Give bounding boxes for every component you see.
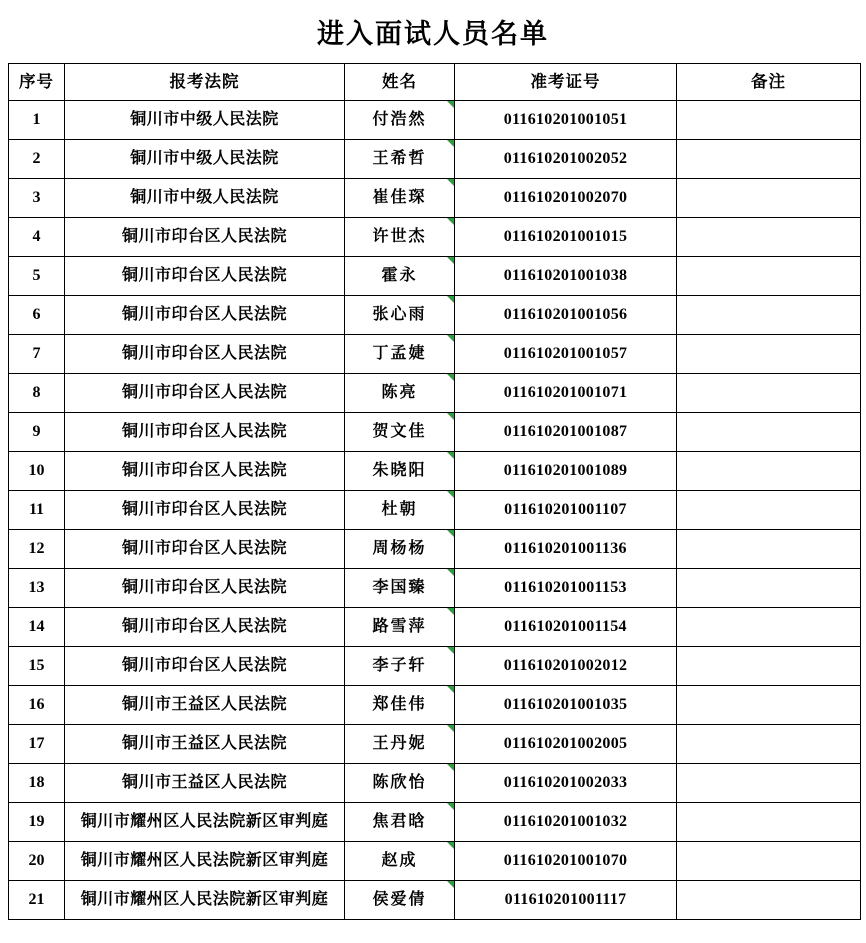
cell-ticket-number: 011610201001154 [455, 608, 677, 647]
cell-name [345, 218, 455, 257]
cell-name [345, 335, 455, 374]
cell-ticket-number: 011610201001038 [455, 257, 677, 296]
cell-name-text: 王丹妮 [372, 735, 427, 753]
comment-marker-icon [447, 413, 454, 420]
cell-ticket-number: 011610201001051 [455, 101, 677, 140]
table-row [9, 140, 861, 179]
comment-marker-icon [447, 257, 454, 264]
cell-court: 铜川市中级人民法院 [65, 101, 345, 140]
cell-index: 10 [9, 452, 65, 491]
cell-name-text: 王希哲 [372, 150, 427, 168]
cell-name [345, 257, 455, 296]
cell-court: 铜川市耀州区人民法院新区审判庭 [65, 842, 345, 881]
comment-marker-icon [447, 647, 454, 654]
cell-remark [677, 335, 861, 374]
cell-remark [677, 647, 861, 686]
cell-remark [677, 374, 861, 413]
cell-index: 8 [9, 374, 65, 413]
cell-court: 铜川市印台区人民法院 [65, 647, 345, 686]
cell-name-text: 陈欣怡 [372, 774, 427, 792]
cell-ticket-number: 011610201001071 [455, 374, 677, 413]
table-row [9, 530, 861, 569]
cell-remark [677, 530, 861, 569]
cell-court: 铜川市耀州区人民法院新区审判庭 [65, 803, 345, 842]
cell-remark [677, 179, 861, 218]
cell-remark [677, 803, 861, 842]
cell-name [345, 764, 455, 803]
table-row [9, 725, 861, 764]
table-row [9, 686, 861, 725]
cell-name-text: 崔佳琛 [372, 189, 427, 207]
cell-court: 铜川市印台区人民法院 [65, 335, 345, 374]
cell-court: 铜川市印台区人民法院 [65, 413, 345, 452]
cell-remark [677, 608, 861, 647]
cell-remark [677, 257, 861, 296]
cell-court: 铜川市王益区人民法院 [65, 725, 345, 764]
table-row [9, 296, 861, 335]
comment-marker-icon [447, 101, 454, 108]
column-header-index: 序号 [9, 64, 65, 101]
cell-index: 17 [9, 725, 65, 764]
cell-remark [677, 413, 861, 452]
cell-ticket-number: 011610201001056 [455, 296, 677, 335]
cell-court: 铜川市印台区人民法院 [65, 452, 345, 491]
column-header-court: 报考法院 [65, 64, 345, 101]
table-row [9, 881, 861, 920]
cell-name [345, 413, 455, 452]
cell-court: 铜川市中级人民法院 [65, 140, 345, 179]
cell-remark [677, 296, 861, 335]
cell-index: 12 [9, 530, 65, 569]
comment-marker-icon [447, 374, 454, 381]
cell-index: 16 [9, 686, 65, 725]
cell-index: 15 [9, 647, 65, 686]
cell-name [345, 686, 455, 725]
cell-court: 铜川市印台区人民法院 [65, 569, 345, 608]
cell-name-text: 李子轩 [372, 657, 427, 675]
comment-marker-icon [447, 335, 454, 342]
cell-index: 1 [9, 101, 65, 140]
cell-name-text: 丁孟婕 [372, 345, 427, 363]
cell-name-text: 赵成 [381, 852, 418, 870]
cell-name [345, 842, 455, 881]
comment-marker-icon [447, 530, 454, 537]
cell-ticket-number: 011610201001136 [455, 530, 677, 569]
table-header [9, 64, 861, 101]
table-row [9, 218, 861, 257]
cell-court: 铜川市王益区人民法院 [65, 686, 345, 725]
cell-name-text: 周杨杨 [372, 540, 427, 558]
cell-index: 6 [9, 296, 65, 335]
cell-index: 11 [9, 491, 65, 530]
table-row [9, 842, 861, 881]
cell-ticket-number: 011610201001107 [455, 491, 677, 530]
cell-name [345, 647, 455, 686]
cell-name-text: 李国臻 [372, 579, 427, 597]
cell-ticket-number: 011610201002005 [455, 725, 677, 764]
cell-index: 7 [9, 335, 65, 374]
cell-name-text: 贺文佳 [372, 423, 427, 441]
cell-index: 20 [9, 842, 65, 881]
cell-court: 铜川市印台区人民法院 [65, 491, 345, 530]
column-header-name: 姓名 [345, 64, 455, 101]
cell-ticket-number: 011610201001015 [455, 218, 677, 257]
cell-index: 13 [9, 569, 65, 608]
cell-ticket-number: 011610201002033 [455, 764, 677, 803]
table-row [9, 335, 861, 374]
column-header-remark: 备注 [677, 64, 861, 101]
comment-marker-icon [447, 569, 454, 576]
cell-name-text: 杜朝 [381, 501, 418, 519]
comment-marker-icon [447, 842, 454, 849]
comment-marker-icon [447, 764, 454, 771]
column-header-ticket: 准考证号 [455, 64, 677, 101]
comment-marker-icon [447, 179, 454, 186]
cell-remark [677, 569, 861, 608]
table-row [9, 413, 861, 452]
table-body [9, 101, 861, 920]
cell-name [345, 296, 455, 335]
table-row [9, 374, 861, 413]
cell-remark [677, 140, 861, 179]
cell-ticket-number: 011610201001117 [455, 881, 677, 920]
cell-remark [677, 725, 861, 764]
comment-marker-icon [447, 725, 454, 732]
cell-name-text: 朱晓阳 [372, 462, 427, 480]
cell-name-text: 付浩然 [372, 111, 427, 129]
cell-name-text: 张心雨 [372, 306, 427, 324]
comment-marker-icon [447, 491, 454, 498]
cell-name [345, 881, 455, 920]
comment-marker-icon [447, 608, 454, 615]
table-row [9, 608, 861, 647]
comment-marker-icon [447, 218, 454, 225]
cell-court: 铜川市印台区人民法院 [65, 296, 345, 335]
table-row [9, 452, 861, 491]
cell-name-text: 霍永 [381, 267, 418, 285]
cell-ticket-number: 011610201001035 [455, 686, 677, 725]
table-row [9, 569, 861, 608]
cell-name [345, 374, 455, 413]
cell-ticket-number: 011610201002070 [455, 179, 677, 218]
table-row [9, 179, 861, 218]
cell-index: 21 [9, 881, 65, 920]
table-row [9, 257, 861, 296]
cell-ticket-number: 011610201002052 [455, 140, 677, 179]
cell-ticket-number: 011610201001089 [455, 452, 677, 491]
comment-marker-icon [447, 452, 454, 459]
interview-roster-table [8, 63, 861, 920]
cell-court: 铜川市印台区人民法院 [65, 530, 345, 569]
cell-name [345, 569, 455, 608]
cell-remark [677, 764, 861, 803]
table-row [9, 491, 861, 530]
cell-name [345, 725, 455, 764]
comment-marker-icon [447, 140, 454, 147]
cell-name [345, 452, 455, 491]
table-row [9, 647, 861, 686]
cell-name [345, 608, 455, 647]
cell-name [345, 140, 455, 179]
table-header-row [9, 64, 861, 101]
cell-index: 18 [9, 764, 65, 803]
cell-name-text: 焦君晗 [372, 813, 427, 831]
cell-remark [677, 881, 861, 920]
cell-index: 14 [9, 608, 65, 647]
cell-name-text: 许世杰 [372, 228, 427, 246]
table-row [9, 764, 861, 803]
cell-court: 铜川市印台区人民法院 [65, 257, 345, 296]
cell-index: 2 [9, 140, 65, 179]
cell-remark [677, 842, 861, 881]
page-title: 进入面试人员名单 [317, 19, 549, 49]
cell-court: 铜川市耀州区人民法院新区审判庭 [65, 881, 345, 920]
cell-index: 9 [9, 413, 65, 452]
cell-court: 铜川市王益区人民法院 [65, 764, 345, 803]
table-row [9, 101, 861, 140]
cell-remark [677, 686, 861, 725]
cell-name [345, 530, 455, 569]
comment-marker-icon [447, 803, 454, 810]
cell-index: 4 [9, 218, 65, 257]
cell-name-text: 郑佳伟 [372, 696, 427, 714]
cell-remark [677, 491, 861, 530]
cell-ticket-number: 011610201001070 [455, 842, 677, 881]
cell-court: 铜川市印台区人民法院 [65, 218, 345, 257]
cell-court: 铜川市印台区人民法院 [65, 374, 345, 413]
cell-ticket-number: 011610201001153 [455, 569, 677, 608]
comment-marker-icon [447, 296, 454, 303]
cell-remark [677, 101, 861, 140]
comment-marker-icon [447, 686, 454, 693]
cell-name [345, 101, 455, 140]
cell-ticket-number: 011610201001057 [455, 335, 677, 374]
cell-name [345, 179, 455, 218]
cell-ticket-number: 011610201001032 [455, 803, 677, 842]
cell-remark [677, 218, 861, 257]
cell-index: 3 [9, 179, 65, 218]
table-row [9, 803, 861, 842]
cell-name-text: 侯爱倩 [372, 891, 427, 909]
cell-name [345, 491, 455, 530]
cell-name [345, 803, 455, 842]
cell-name-text: 路雪萍 [372, 618, 427, 636]
cell-ticket-number: 011610201001087 [455, 413, 677, 452]
cell-index: 5 [9, 257, 65, 296]
cell-name-text: 陈亮 [381, 384, 418, 402]
cell-index: 19 [9, 803, 65, 842]
cell-ticket-number: 011610201002012 [455, 647, 677, 686]
cell-court: 铜川市印台区人民法院 [65, 608, 345, 647]
cell-court: 铜川市中级人民法院 [65, 179, 345, 218]
cell-remark [677, 452, 861, 491]
comment-marker-icon [447, 881, 454, 888]
